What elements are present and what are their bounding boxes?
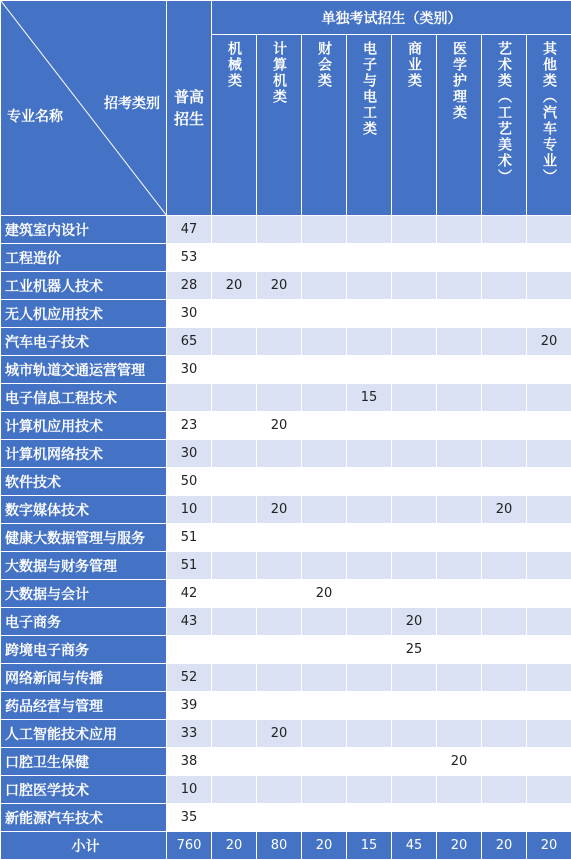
category-header-3 xyxy=(302,35,347,216)
category-value xyxy=(437,552,482,580)
category-label: 计算机类 xyxy=(271,41,287,106)
category-value xyxy=(437,496,482,524)
category-value xyxy=(482,552,527,580)
category-value xyxy=(437,608,482,636)
category-value: 20 xyxy=(257,272,302,300)
major-name: 城市轨道交通运营管理 xyxy=(1,356,167,384)
category-label: 商业类 xyxy=(406,41,422,90)
category-value xyxy=(302,356,347,384)
category-value xyxy=(482,272,527,300)
category-value xyxy=(347,468,392,496)
category-value xyxy=(302,216,347,244)
table-row xyxy=(1,776,571,804)
category-value xyxy=(482,804,527,832)
category-value xyxy=(437,636,482,664)
pugao-value: 30 xyxy=(167,356,212,384)
pugao-value: 28 xyxy=(167,272,212,300)
major-name: 无人机应用技术 xyxy=(1,300,167,328)
category-value xyxy=(257,216,302,244)
category-value xyxy=(527,720,571,748)
category-value xyxy=(347,636,392,664)
category-value: 20 xyxy=(482,496,527,524)
major-name: 口腔卫生保健 xyxy=(1,748,167,776)
category-value xyxy=(437,664,482,692)
category-value xyxy=(302,496,347,524)
category-value xyxy=(212,468,257,496)
pugao-value: 52 xyxy=(167,664,212,692)
pugao-value: 760 xyxy=(167,832,212,860)
category-value xyxy=(347,216,392,244)
category-value xyxy=(527,692,571,720)
category-value xyxy=(392,440,437,468)
category-value xyxy=(392,664,437,692)
pugao-value: 38 xyxy=(167,748,212,776)
category-value xyxy=(257,300,302,328)
category-value xyxy=(302,412,347,440)
category-value xyxy=(437,468,482,496)
category-value xyxy=(392,524,437,552)
category-value xyxy=(527,272,571,300)
category-value xyxy=(212,608,257,636)
category-value xyxy=(302,720,347,748)
category-value: 20 xyxy=(302,832,347,860)
category-value xyxy=(527,440,571,468)
category-value xyxy=(302,300,347,328)
category-value xyxy=(392,384,437,412)
category-value xyxy=(392,272,437,300)
category-value xyxy=(392,552,437,580)
category-value xyxy=(392,776,437,804)
category-value xyxy=(212,580,257,608)
major-name: 电子信息工程技术 xyxy=(1,384,167,412)
category-value xyxy=(482,384,527,412)
category-value xyxy=(212,412,257,440)
category-value xyxy=(437,720,482,748)
category-value xyxy=(437,328,482,356)
corner-top-label: 招考类别 xyxy=(104,96,160,112)
table-row xyxy=(1,356,571,384)
category-value xyxy=(527,636,571,664)
category-value xyxy=(482,328,527,356)
category-value xyxy=(212,384,257,412)
category-value xyxy=(527,412,571,440)
category-value xyxy=(302,244,347,272)
major-name: 建筑室内设计 xyxy=(1,216,167,244)
pugao-label: 普高招生 xyxy=(173,88,204,128)
category-value xyxy=(302,804,347,832)
category-value xyxy=(302,692,347,720)
table-row xyxy=(1,664,571,692)
category-value xyxy=(437,776,482,804)
category-value xyxy=(482,692,527,720)
category-value xyxy=(482,412,527,440)
pugao-value: 51 xyxy=(167,552,212,580)
category-value xyxy=(347,244,392,272)
category-value xyxy=(302,328,347,356)
table-row xyxy=(1,328,571,356)
category-value xyxy=(482,720,527,748)
category-value xyxy=(482,300,527,328)
category-value: 20 xyxy=(527,328,571,356)
category-value xyxy=(257,664,302,692)
category-value xyxy=(212,524,257,552)
category-value: 15 xyxy=(347,832,392,860)
category-value xyxy=(257,748,302,776)
category-value xyxy=(527,776,571,804)
category-value xyxy=(437,216,482,244)
category-value xyxy=(347,328,392,356)
major-name: 软件技术 xyxy=(1,468,167,496)
category-value: 20 xyxy=(437,832,482,860)
category-value xyxy=(302,636,347,664)
category-value xyxy=(257,384,302,412)
major-name: 电子商务 xyxy=(1,608,167,636)
category-value xyxy=(482,440,527,468)
category-value xyxy=(302,552,347,580)
category-value xyxy=(212,300,257,328)
category-value xyxy=(257,776,302,804)
category-value xyxy=(257,356,302,384)
table-row xyxy=(1,496,571,524)
category-value xyxy=(437,244,482,272)
category-value: 20 xyxy=(527,832,571,860)
pugao-value: 30 xyxy=(167,300,212,328)
table-row xyxy=(1,440,571,468)
category-value xyxy=(392,244,437,272)
category-value xyxy=(347,300,392,328)
category-value xyxy=(437,692,482,720)
category-value xyxy=(527,384,571,412)
category-value xyxy=(212,692,257,720)
category-value xyxy=(527,524,571,552)
category-value xyxy=(482,468,527,496)
category-value xyxy=(527,244,571,272)
category-value xyxy=(347,692,392,720)
category-value xyxy=(527,216,571,244)
pugao-value: 10 xyxy=(167,776,212,804)
category-value xyxy=(257,580,302,608)
pugao-value: 30 xyxy=(167,440,212,468)
table-row xyxy=(1,412,571,440)
category-value: 20 xyxy=(482,832,527,860)
pugao-value: 53 xyxy=(167,244,212,272)
category-header-6 xyxy=(437,35,482,216)
major-name: 大数据与会计 xyxy=(1,580,167,608)
category-value: 20 xyxy=(212,272,257,300)
table-row xyxy=(1,272,571,300)
pugao-value: 50 xyxy=(167,468,212,496)
category-value xyxy=(392,748,437,776)
category-value xyxy=(527,356,571,384)
category-value xyxy=(347,804,392,832)
table-row xyxy=(1,580,571,608)
category-value xyxy=(392,720,437,748)
major-name: 大数据与财务管理 xyxy=(1,552,167,580)
category-value xyxy=(302,524,347,552)
category-value xyxy=(302,776,347,804)
major-name: 计算机网络技术 xyxy=(1,440,167,468)
category-value: 80 xyxy=(257,832,302,860)
category-value xyxy=(212,552,257,580)
major-name: 计算机应用技术 xyxy=(1,412,167,440)
table-row xyxy=(1,608,571,636)
category-value xyxy=(392,804,437,832)
category-value xyxy=(437,440,482,468)
category-label: 医学护理类 xyxy=(451,41,467,122)
pugao-value: 47 xyxy=(167,216,212,244)
major-name: 工业机器人技术 xyxy=(1,272,167,300)
major-name: 健康大数据管理与服务 xyxy=(1,524,167,552)
category-value xyxy=(347,356,392,384)
category-value xyxy=(347,496,392,524)
category-value xyxy=(392,692,437,720)
major-name: 网络新闻与传播 xyxy=(1,664,167,692)
category-value xyxy=(347,664,392,692)
category-value xyxy=(392,468,437,496)
category-value xyxy=(437,804,482,832)
category-value xyxy=(347,720,392,748)
category-label: 艺术类（工艺美术） xyxy=(496,41,512,186)
table-row xyxy=(1,300,571,328)
category-value xyxy=(212,748,257,776)
pugao-value: 23 xyxy=(167,412,212,440)
category-value: 20 xyxy=(392,608,437,636)
category-value xyxy=(347,272,392,300)
category-value xyxy=(527,580,571,608)
pugao-value: 43 xyxy=(167,608,212,636)
table-row xyxy=(1,636,571,664)
pugao-value: 33 xyxy=(167,720,212,748)
category-label: 机械类 xyxy=(226,41,242,90)
category-value xyxy=(212,636,257,664)
category-value xyxy=(482,580,527,608)
category-value xyxy=(257,524,302,552)
category-value: 20 xyxy=(257,720,302,748)
corner-bottom-label: 专业名称 xyxy=(7,109,63,125)
major-name: 新能源汽车技术 xyxy=(1,804,167,832)
category-value xyxy=(392,216,437,244)
category-value xyxy=(212,328,257,356)
category-value xyxy=(437,412,482,440)
corner-header xyxy=(1,1,167,216)
category-value xyxy=(347,608,392,636)
category-value xyxy=(527,608,571,636)
category-value xyxy=(257,244,302,272)
pugao-value: 39 xyxy=(167,692,212,720)
table-row xyxy=(1,720,571,748)
table-row xyxy=(1,748,571,776)
category-value: 25 xyxy=(392,636,437,664)
category-label: 电子与电工类 xyxy=(361,41,377,138)
table-row xyxy=(1,216,571,244)
pugao-value: 10 xyxy=(167,496,212,524)
category-value xyxy=(302,440,347,468)
category-value: 20 xyxy=(257,412,302,440)
table-row xyxy=(1,692,571,720)
category-value xyxy=(437,272,482,300)
pugao-value: 35 xyxy=(167,804,212,832)
category-value xyxy=(212,356,257,384)
category-value xyxy=(482,664,527,692)
major-name: 数字媒体技术 xyxy=(1,496,167,524)
pugao-value xyxy=(167,636,212,664)
category-value xyxy=(347,440,392,468)
category-value: 20 xyxy=(212,832,257,860)
category-value xyxy=(482,776,527,804)
category-value xyxy=(347,748,392,776)
group-header: 单独考试招生（类别） xyxy=(212,1,571,35)
category-value xyxy=(392,300,437,328)
category-value xyxy=(302,748,347,776)
category-value xyxy=(437,300,482,328)
category-header-5 xyxy=(392,35,437,216)
category-value xyxy=(392,580,437,608)
category-value xyxy=(482,636,527,664)
category-value xyxy=(212,216,257,244)
pugao-value: 42 xyxy=(167,580,212,608)
category-value xyxy=(257,804,302,832)
category-value xyxy=(257,440,302,468)
major-name: 口腔医学技术 xyxy=(1,776,167,804)
category-value xyxy=(392,328,437,356)
category-value xyxy=(347,524,392,552)
category-value xyxy=(302,272,347,300)
major-name: 小计 xyxy=(1,832,167,860)
category-value: 20 xyxy=(437,748,482,776)
table-row xyxy=(1,524,571,552)
category-value xyxy=(482,356,527,384)
category-value xyxy=(212,720,257,748)
category-header-4 xyxy=(347,35,392,216)
major-name: 跨境电子商务 xyxy=(1,636,167,664)
category-value xyxy=(527,748,571,776)
category-value xyxy=(347,776,392,804)
category-value xyxy=(212,804,257,832)
category-header-2 xyxy=(257,35,302,216)
major-name: 工程造价 xyxy=(1,244,167,272)
category-value xyxy=(257,692,302,720)
category-header-7 xyxy=(482,35,527,216)
category-value xyxy=(437,524,482,552)
category-header-8 xyxy=(527,35,571,216)
category-value xyxy=(437,580,482,608)
category-value xyxy=(392,356,437,384)
category-value xyxy=(392,496,437,524)
category-value xyxy=(347,412,392,440)
category-value xyxy=(257,636,302,664)
category-value: 20 xyxy=(302,580,347,608)
pugao-value xyxy=(167,384,212,412)
major-name: 汽车电子技术 xyxy=(1,328,167,356)
category-value xyxy=(482,216,527,244)
category-label: 其他类（汽车专业） xyxy=(541,41,557,186)
major-name: 人工智能技术应用 xyxy=(1,720,167,748)
pugao-header xyxy=(167,1,212,216)
category-value xyxy=(482,608,527,636)
category-value xyxy=(257,552,302,580)
table-row xyxy=(1,552,571,580)
category-value xyxy=(527,552,571,580)
table-row xyxy=(1,244,571,272)
category-value xyxy=(482,748,527,776)
category-value xyxy=(527,804,571,832)
category-value: 15 xyxy=(347,384,392,412)
category-value: 45 xyxy=(392,832,437,860)
pugao-value: 51 xyxy=(167,524,212,552)
category-value xyxy=(347,552,392,580)
category-value xyxy=(302,468,347,496)
pugao-value: 65 xyxy=(167,328,212,356)
category-value xyxy=(482,244,527,272)
category-value xyxy=(302,608,347,636)
category-value xyxy=(527,300,571,328)
category-value xyxy=(347,580,392,608)
table-row xyxy=(1,832,571,860)
major-name: 药品经营与管理 xyxy=(1,692,167,720)
category-value xyxy=(302,384,347,412)
table-row xyxy=(1,804,571,832)
category-value xyxy=(212,776,257,804)
category-value xyxy=(212,440,257,468)
category-value xyxy=(527,468,571,496)
table-row xyxy=(1,384,571,412)
category-value xyxy=(482,524,527,552)
category-value xyxy=(437,356,482,384)
category-value xyxy=(527,496,571,524)
category-value xyxy=(527,664,571,692)
table-row xyxy=(1,468,571,496)
category-label: 财会类 xyxy=(316,41,332,90)
category-value xyxy=(257,328,302,356)
category-value xyxy=(392,412,437,440)
category-value xyxy=(257,608,302,636)
category-header-1 xyxy=(212,35,257,216)
category-value xyxy=(212,244,257,272)
category-value xyxy=(212,496,257,524)
category-value xyxy=(437,384,482,412)
category-value xyxy=(302,664,347,692)
category-value xyxy=(257,468,302,496)
category-value xyxy=(212,664,257,692)
category-value: 20 xyxy=(257,496,302,524)
